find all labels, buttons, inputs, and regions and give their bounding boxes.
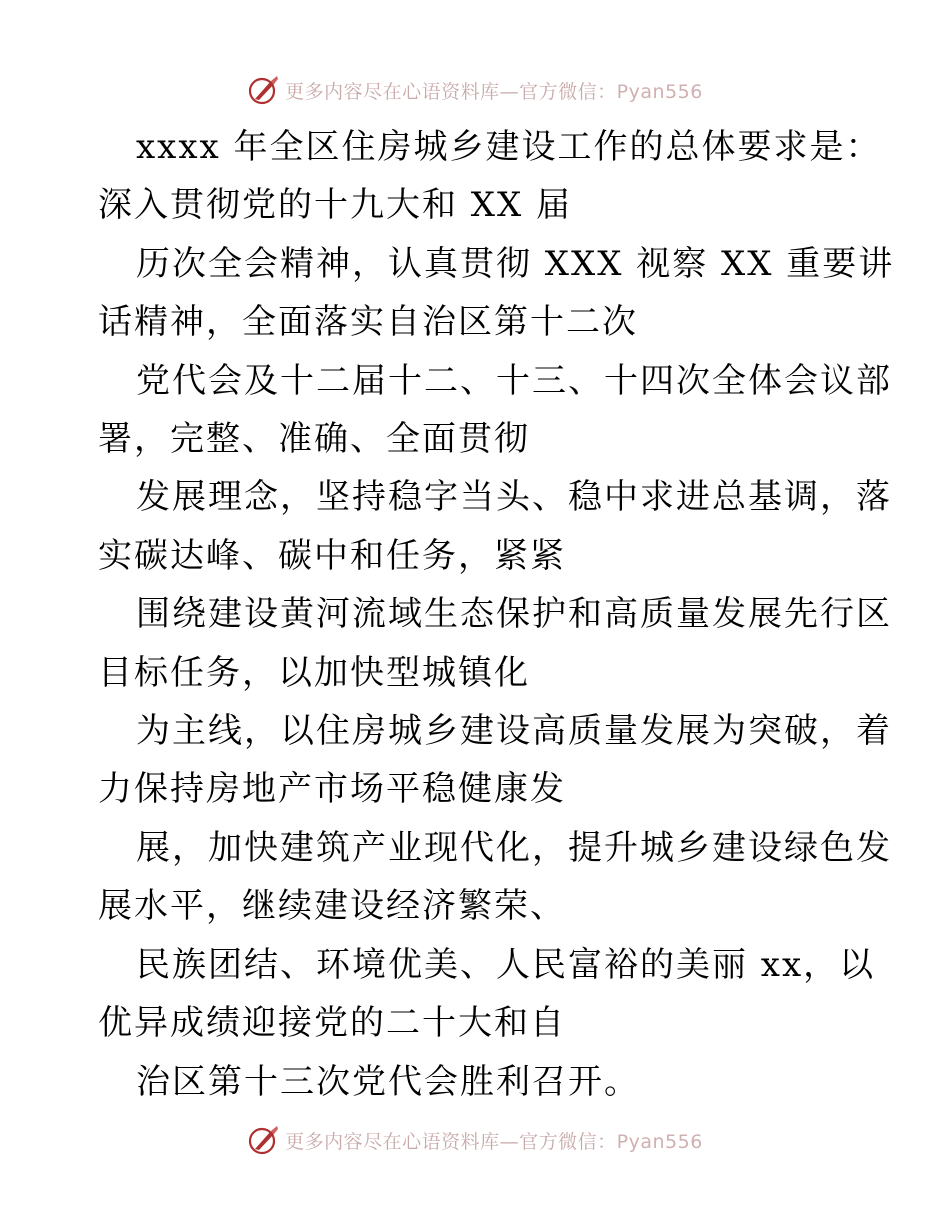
paragraph-line: 展水平，继续建设经济繁荣、 bbox=[98, 886, 566, 927]
paragraph-line: 署，完整、准确、全面贯彻 bbox=[98, 419, 530, 460]
paragraph-line: 优异成绩迎接党的二十大和自 bbox=[98, 1003, 566, 1044]
paragraph-6 bbox=[98, 702, 892, 819]
document-body bbox=[98, 118, 895, 1111]
wechat-id: Pyan556 bbox=[616, 80, 703, 103]
paragraph-line: 话精神，全面落实自治区第十二次 bbox=[98, 302, 638, 343]
paragraph-3 bbox=[98, 352, 892, 469]
paragraph-9 bbox=[98, 1053, 858, 1111]
paragraph-line: 围绕建设黄河流域生态保护和高质量发展先行区 bbox=[136, 594, 892, 635]
paragraph-1 bbox=[98, 118, 882, 235]
paragraph-7 bbox=[98, 819, 892, 936]
paragraph-line: 展，加快建筑产业现代化，提升城乡建设绿色发 bbox=[136, 827, 892, 868]
footer-watermark bbox=[0, 1120, 950, 1160]
paragraph-line: 目标任务，以加快型城镇化 bbox=[98, 652, 530, 693]
paragraph-5 bbox=[98, 585, 892, 702]
paragraph-line: xxxx 年全区住房城乡建设工作的总体要求是： bbox=[136, 127, 882, 167]
paragraph-line: 党代会及十二届十二、十三、十四次全体会议部 bbox=[136, 360, 892, 401]
header-watermark bbox=[0, 70, 950, 110]
quill-logo-icon bbox=[247, 73, 281, 107]
paragraph-line: 为主线，以住房城乡建设高质量发展为突破，着 bbox=[136, 711, 892, 752]
paragraph-line: 历次全会精神，认真贯彻 XXX 视察 XX 重要讲 bbox=[136, 243, 895, 284]
paragraph-2 bbox=[98, 235, 895, 352]
paragraph-line: 民族团结、环境优美、人民富裕的美丽 xx，以 bbox=[136, 944, 876, 985]
paragraph-8 bbox=[98, 936, 876, 1053]
paragraph-line: 实碳达峰、碳中和任务，紧紧 bbox=[98, 535, 566, 576]
wechat-id: Pyan556 bbox=[616, 1130, 703, 1153]
paragraph-4 bbox=[98, 468, 892, 585]
paragraph-line: 力保持房地产市场平稳健康发 bbox=[98, 769, 566, 810]
watermark-text: 更多内容尽在心语资料库—官方微信：Pyan556 bbox=[285, 1130, 703, 1153]
quill-logo-icon bbox=[247, 1123, 281, 1157]
paragraph-line: 深入贯彻党的十九大和 XX 届 bbox=[98, 185, 573, 226]
watermark-text: 更多内容尽在心语资料库—官方微信：Pyan556 bbox=[285, 80, 703, 103]
paragraph-line: 发展理念，坚持稳字当头、稳中求进总基调，落 bbox=[136, 477, 892, 518]
paragraph-line: 治区第十三次党代会胜利召开。 bbox=[136, 1061, 640, 1102]
